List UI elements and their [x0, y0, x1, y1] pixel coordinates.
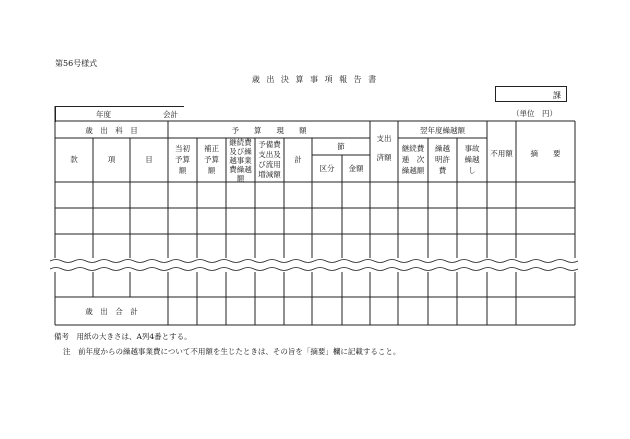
continuing-expense-header [226, 138, 255, 183]
kan-header: 款 [70, 155, 78, 164]
continuing-carryover-header [398, 143, 428, 176]
carryover-header: 翌年度繰越額 [420, 126, 465, 135]
fiscal-year-label: 年度 [96, 110, 111, 119]
expenditure-amount-line1: 支出 [376, 134, 392, 143]
expenditure-total-label: 歳 出 合 計 [85, 307, 138, 316]
moku-header: 目 [145, 155, 153, 164]
accident-carryover-line1: 事故 [464, 144, 480, 153]
explicit-carryover-line1: 繰越 [435, 144, 450, 153]
reserve-fund-line1: 予備費 [258, 140, 281, 149]
continuing-carryover-line2: 逓 次 [401, 155, 425, 164]
total-header: 計 [294, 155, 302, 164]
accident-carryover-line2: 繰越 [464, 155, 480, 164]
expenditure-amount-header [370, 133, 398, 163]
initial-budget-line2: 予算 [175, 155, 190, 164]
explicit-carryover-line2: 明許 [435, 155, 450, 164]
continuing-expense-line5: 額 [236, 174, 245, 183]
note-caution: 注 前年度からの繰越事業費について不用額を生じたときは、その旨を「摘要」欄に記載すること。 [63, 347, 401, 356]
form-number: 第56号様式 [55, 59, 98, 68]
kou-header: 項 [107, 155, 116, 164]
reserve-fund-line3: び流用 [258, 160, 281, 169]
section-label: 課 [553, 91, 561, 100]
unit-label: （単位 円） [512, 109, 557, 118]
expenditure-amount-line2: 済額 [376, 153, 392, 162]
explicit-carryover-header [428, 143, 457, 176]
reserve-fund-line2: 支出及 [258, 150, 281, 159]
continuing-carryover-line3: 繰越額 [401, 166, 425, 175]
initial-budget-line1: 当初 [175, 144, 190, 153]
initial-budget-line3: 額 [178, 166, 187, 175]
unused-amount-header: 不用額 [490, 149, 513, 158]
accident-carryover-line3: し [468, 166, 476, 175]
reserve-fund-line4: 増減額 [258, 170, 281, 179]
supplementary-budget-line3: 額 [207, 166, 216, 175]
supplementary-budget-line2: 予算 [204, 155, 219, 164]
category-header: 区分 [319, 164, 335, 173]
budget-amount-header: 予 算 現 額 [231, 126, 307, 135]
reserve-fund-header [255, 140, 284, 180]
supplementary-budget-header [197, 143, 226, 176]
expenditure-item-header: 歳 出 科 目 [85, 126, 138, 135]
note-remark: 備考 用紙の大きさは、A列4番とする。 [54, 332, 192, 341]
accident-carryover-header [457, 143, 487, 176]
amount-header: 金額 [348, 164, 364, 173]
document-title: 歳 出 決 算 事 項 報 告 書 [251, 75, 379, 84]
continuing-expense-line4: 費繰越 [229, 165, 252, 174]
continuing-expense-line3: 越事業 [229, 156, 252, 165]
continuing-carryover-line1: 継続費 [401, 144, 425, 153]
supplementary-budget-line1: 補正 [204, 144, 219, 153]
initial-budget-header [168, 143, 197, 176]
account-label: 会計 [163, 110, 178, 119]
continuing-expense-line1: 継続費 [229, 138, 252, 147]
explicit-carryover-line3: 費 [438, 166, 447, 175]
remarks-header: 摘 要 [530, 149, 561, 158]
continuing-expense-line2: 及び繰 [229, 147, 252, 156]
setsu-header: 節 [337, 142, 345, 151]
